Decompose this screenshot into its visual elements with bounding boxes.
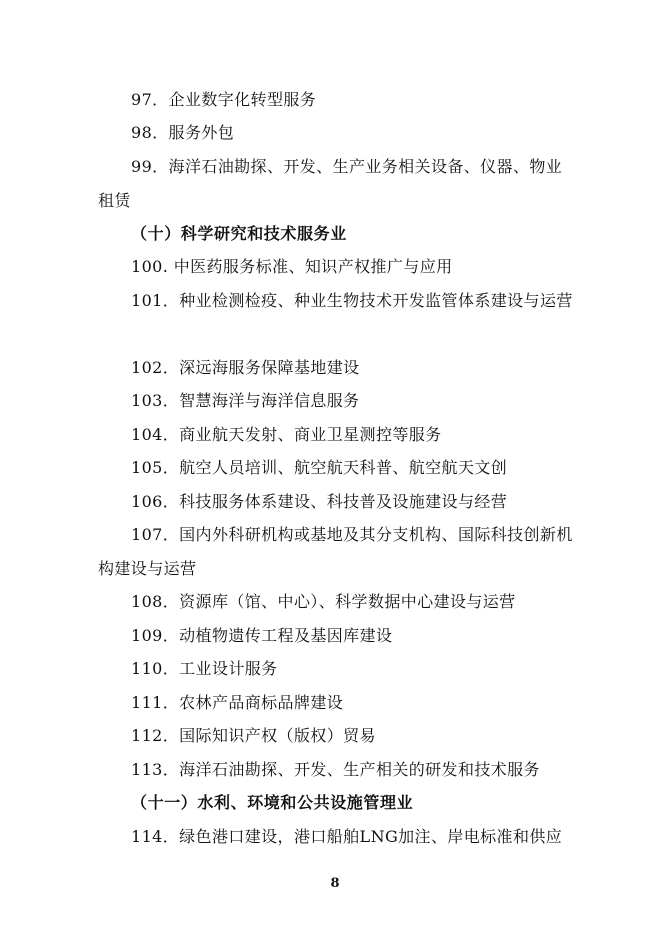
list-item-109: 109．动植物遗传工程及基因库建设: [131, 626, 393, 645]
list-item-98: 98．服务外包: [131, 123, 235, 142]
list-item-114: 114．绿色港口建设，港口船舶LNG加注、岸电标准和供应: [131, 827, 563, 846]
list-item-102: 102．深远海服务保障基地建设: [131, 358, 360, 377]
list-item-101: 101．种业检测检疫、种业生物技术开发监管体系建设与运营: [131, 291, 573, 310]
list-item-97: 97．企业数字化转型服务: [131, 90, 317, 109]
list-item-106: 106．科技服务体系建设、科技普及设施建设与经营: [131, 492, 508, 511]
list-item-112: 112．国际知识产权（版权）贸易: [131, 726, 376, 745]
section-heading-10: （十）科学研究和技术服务业: [131, 224, 347, 243]
list-item-105: 105．航空人员培训、航空航天科普、航空航天文创: [131, 458, 508, 477]
section-heading-11: （十一）水利、环境和公共设施管理业: [131, 793, 414, 812]
list-item-100: 100. 中医药服务标准、知识产权推广与应用: [131, 257, 453, 276]
list-item-99: 99．海洋石油勘探、开发、生产业务相关设备、仪器、物业租赁: [98, 157, 563, 210]
list-item-103: 103．智慧海洋与海洋信息服务: [131, 391, 360, 410]
list-item-111: 111．农林产品商标品牌建设: [131, 693, 344, 712]
list-item-107: 107．国内外科研机构或基地及其分支机构、国际科技创新机构建设与运营: [98, 525, 573, 578]
list-item-113: 113．海洋石油勘探、开发、生产相关的研发和技术服务: [131, 760, 540, 779]
list-item-108: 108．资源库（馆、中心）、科学数据中心建设与运营: [131, 592, 516, 611]
list-item-110: 110．工业设计服务: [131, 659, 278, 678]
page-number: 8: [330, 876, 340, 891]
list-item-104: 104．商业航天发射、商业卫星测控等服务: [131, 425, 442, 444]
